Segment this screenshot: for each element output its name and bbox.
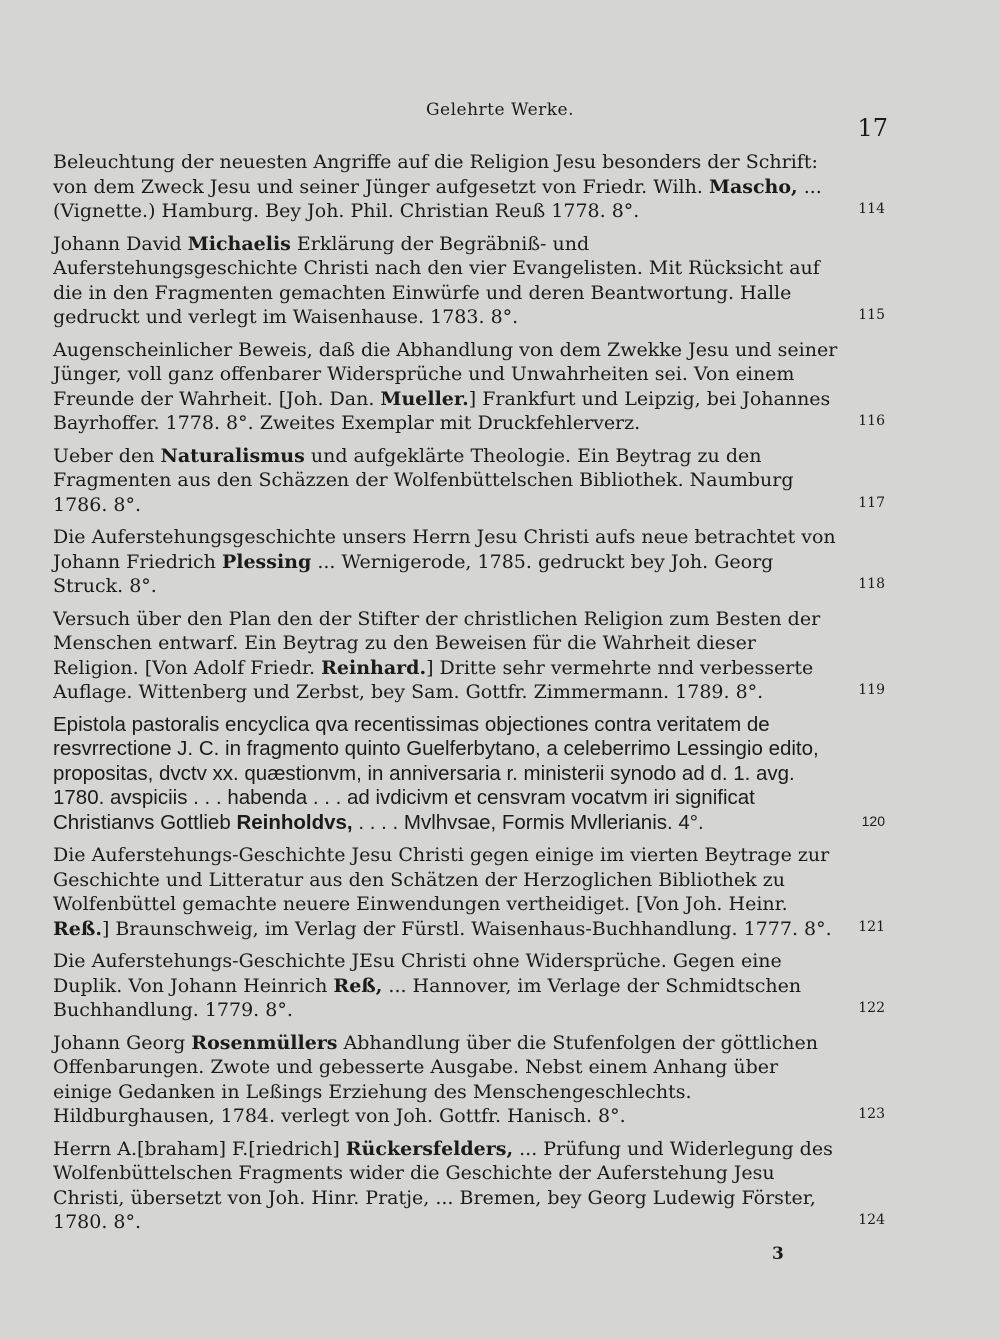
entry-number: 122 [858, 1000, 885, 1016]
entry-text [53, 1031, 839, 1129]
entry-text-before: Epistola pastoralis encyclica qva recentissimas objectiones contra veritatem de resvrrectione J. C. in fragmento quinto Guelferbytano, a celeberrimo Lessingio edito, propositas, dvctv xx. quæstionvm, in anniversaria r. ministerii synodo ad d. 1. avg. 1780. avspiciis . . . habenda . . . ad ivdicivm et censvram vocatvm iri significat Christianvs Gottlieb [53, 712, 819, 834]
bibliography-entry [53, 338, 885, 436]
entry-text [53, 607, 839, 705]
entry-number: 117 [858, 494, 885, 511]
entry-text-after: ... Wernigerode, 1785. gedruckt bey Joh. Georg Struck. 8°. [53, 550, 774, 597]
entry-text [53, 949, 839, 1023]
entry-text-after: und aufgeklärte Theologie. Ein Beytrag zu den Fragmenten aus den Schäzzen der Wolfenbüttelschen Bibliothek. Naumburg 1786. 8°. [53, 444, 794, 516]
entry-number: 115 [858, 307, 885, 323]
entry-text-before: Die Auferstehungsgeschichte unsers Herrn Jesu Christi aufs neue betrachtet von Johann Friedrich [53, 526, 836, 573]
entry-text-after: ] Braunschweig, im Verlag der Fürstl. Waisenhaus-Buchhandlung. 1777. 8°. [101, 917, 832, 940]
entry-author: Mueller. [380, 387, 469, 410]
entry-author: Michaelis [187, 232, 291, 255]
bibliography-list [53, 150, 885, 1243]
entry-number: 120 [861, 812, 885, 829]
entry-text [53, 1137, 839, 1235]
entry-text-before: Herrn A.[braham] F.[riedrich] [53, 1137, 346, 1160]
entry-author: Reß. [53, 917, 102, 940]
entry-text-before: Die Auferstehungs-Geschichte Jesu Christi gegen einige im vierten Beytrage zur Geschichte und Litteratur aus den Schätzen der Herzoglichen Bibliothek zu Wolfenbüttel gemachte neuere Einwendungen vertheidiget. [Von Joh. Heinr. [53, 844, 830, 915]
bibliography-entry [53, 1031, 885, 1129]
signature-mark: 3 [772, 1244, 784, 1264]
entry-number: 119 [858, 682, 885, 698]
entry-text [53, 338, 839, 436]
bibliography-entry [53, 232, 885, 330]
bibliography-entry-latin [53, 713, 885, 836]
entry-text-after: ... Hannover, im Verlage der Schmidtschen Buchhandlung. 1779. 8°. [53, 974, 802, 1021]
bibliography-entry [53, 525, 885, 599]
entry-author: Mascho, [708, 175, 798, 198]
entry-text-before: Johann David [53, 232, 188, 255]
bibliography-entry [53, 607, 885, 705]
entry-text-after: ... (Vignette.) Hamburg. Bey Joh. Phil. Christian Reuß 1778. 8°. [53, 175, 822, 222]
entry-text [53, 232, 839, 330]
entry-number: 118 [858, 576, 885, 592]
page-number: 17 [857, 114, 888, 142]
entry-text-before: Die Auferstehungs-Geschichte JEsu Christi ohne Widersprüche. Gegen eine Duplik. Von Johann Heinrich [53, 950, 782, 997]
entry-number: 123 [858, 1106, 885, 1122]
entry-number: 121 [858, 918, 885, 935]
entry-text-before: Johann Georg [53, 1031, 192, 1054]
bibliography-entry [53, 843, 885, 941]
bibliography-entry [53, 444, 885, 518]
entry-text-after: ] Frankfurt und Leipzig, bei Johannes Bayrhoffer. 1778. 8°. Zweites Exemplar mit Druckfehlerverz. [53, 387, 831, 434]
bibliography-entry [53, 1137, 885, 1235]
bibliography-entry [53, 150, 885, 224]
running-header-title: Gelehrte Werke. [425, 100, 575, 120]
entry-author: Reinhard. [321, 656, 427, 679]
bibliography-entry [53, 949, 885, 1023]
entry-text-after: ... Prüfung und Widerlegung des Wolfenbüttelschen Fragments wider die Geschichte der Auferstehung Jesu Christi, übersetzt von Joh. Hinr. Pratje, ... Bremen, bey Georg Ludewig Förster, 1780. 8°. [53, 1137, 833, 1233]
entry-author: Naturalismus [160, 444, 305, 467]
entry-number: 114 [858, 201, 885, 217]
entry-author: Plessing [221, 550, 312, 573]
entry-number: 124 [858, 1212, 885, 1228]
entry-author: Rückersfelders, [345, 1137, 514, 1160]
entry-text [53, 843, 839, 941]
entry-text-before: Beleuchtung der neuesten Angriffe auf die Religion Jesu besonders der Schrift: von dem Zweck Jesu und seiner Jünger aufgesetzt von Friedr. Wilh. [53, 151, 818, 198]
entry-number: 116 [858, 413, 885, 429]
entry-text-before: Ueber den [53, 444, 161, 467]
entry-text [53, 525, 839, 599]
entry-text-before: Augenscheinlicher Beweis, daß die Abhandlung von dem Zwekke Jesu und seiner Jünger, voll ganz offenbarer Widersprüche und Unwahrheiten sei. Von einem Freunde der Wahrheit. [Joh. Dan. [53, 338, 838, 410]
entry-text-after: . . . . Mvlhvsae, Formis Mvllerianis. 4°. [352, 810, 704, 834]
entry-text-after: ] Dritte sehr vermehrte nnd verbesserte Auflage. Wittenberg und Zerbst, bey Sam. Gottfr. Zimmermann. 1789. 8°. [53, 656, 814, 703]
entry-author: Reinholdvs, [236, 810, 353, 834]
entry-author: Rosenmüllers [191, 1031, 338, 1054]
entry-text-after: Abhandlung über die Stufenfolgen der göttlichen Offenbarungen. Zwote und gebesserte Ausgabe. Nebst einem Anhang über einige Gedanken in Leßings Erziehung des Menschengeschlechts. Hildburghausen, 1784. verlegt von Joh. Gottfr. Hanisch. 8°. [53, 1031, 818, 1127]
entry-text [53, 444, 839, 518]
entry-text-before: Versuch über den Plan den der Stifter der christlichen Religion zum Besten der Menschen entwarf. Ein Beytrag zu den Beweisen für die Wahrheit dieser Religion. [Von Adolf Friedr. [53, 607, 821, 679]
entry-text [53, 150, 839, 224]
entry-author: Reß, [333, 974, 383, 997]
entry-text-after: Erklärung der Begräbniß- und Auferstehungsgeschichte Christi nach den vier Evangelisten. Mit Rücksicht auf die in den Fragmenten gemachten Einwürfe und deren Beantwortung. Halle gedruckt und verlegt im Waisenhause. 1783. 8°. [53, 232, 820, 328]
entry-text [53, 713, 839, 836]
